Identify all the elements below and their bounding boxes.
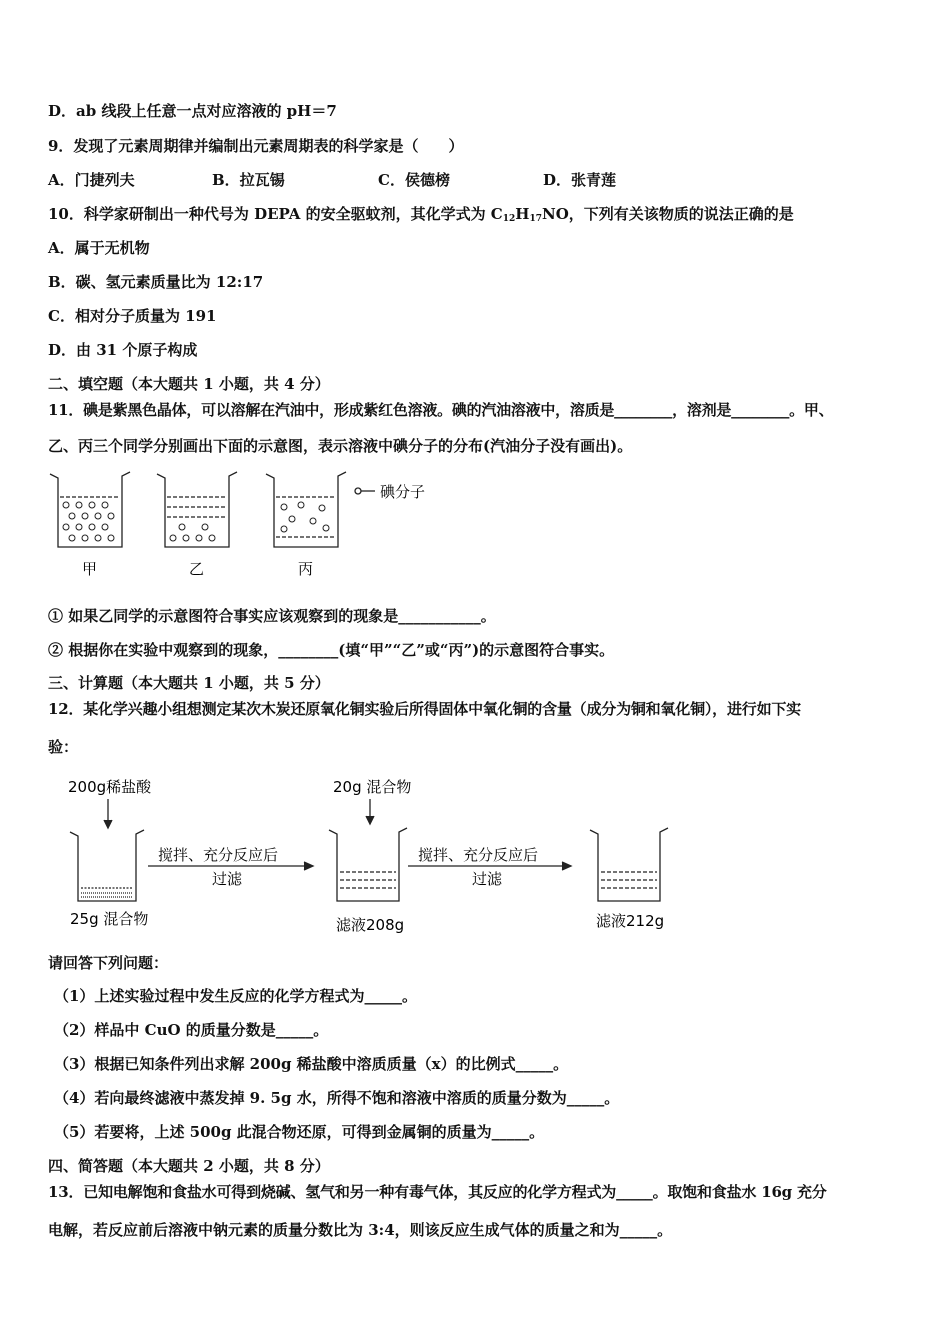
label-filtrate-208g: 滤液208g [336, 916, 405, 934]
label-bing: 丙 [298, 560, 314, 578]
step2-line-a: 搅拌、充分反应后 [418, 846, 539, 864]
q10-option-b: B．碳、氢元素质量比为 12:17 [48, 273, 264, 291]
q11-sub-1: ① 如果乙同学的示意图符合事实应该观察到的现象是___________。 [48, 607, 496, 625]
q12-part-4: （4）若向最终滤液中蒸发掉 9. 5g 水，所得不饱和溶液中溶质的质量分数为_____。 [54, 1089, 620, 1107]
q12-part-5: （5）若要将，上述 500g 此混合物还原，可得到金属铜的质量为_____。 [54, 1123, 545, 1141]
q11-line-2: 乙、丙三个同学分别画出下面的示意图，表示溶液中碘分子的分布(汽油分子没有画出)。 [48, 437, 633, 455]
label-25g-mixture: 25g 混合物 [70, 910, 149, 928]
beaker-2 [329, 828, 407, 901]
section-4-heading: 四、简答题（本大题共 2 小题，共 8 分） [48, 1157, 330, 1175]
beaker-bing [266, 472, 346, 547]
q10-h: H [515, 205, 530, 223]
q9-stem: 9．发现了元素周期律并编制出元素周期表的科学家是（ ） [48, 137, 464, 155]
q11-sub-2: ② 根据你在实验中观察到的现象，________(填“甲”“乙”或“丙”)的示意图符合事实。 [48, 641, 615, 659]
q12-line-2: 验： [48, 738, 79, 756]
q12-part-1: （1）上述实验过程中发生反应的化学方程式为_____。 [54, 987, 417, 1005]
q9-option-a: A．门捷列夫 [48, 171, 135, 189]
step1-line-a: 搅拌、充分反应后 [158, 846, 279, 864]
iodine-molecule-icon [355, 488, 375, 494]
q12-part-3: （3）根据已知条件列出求解 200g 稀盐酸中溶质质量（x）的比例式_____。 [54, 1055, 569, 1073]
beaker-3 [590, 828, 668, 901]
beaker-1 [70, 830, 144, 901]
q12-line-1: 12．某化学兴趣小组想测定某次木炭还原氧化铜实验后所得固体中氧化铜的含量（成分为铜和氧化铜），进行如下实 [48, 700, 801, 718]
legend-iodine-label: 碘分子 [380, 483, 426, 501]
q10-option-d: D．由 31 个原子构成 [48, 341, 198, 359]
label-jia: 甲 [82, 560, 98, 578]
q10-stem-post: NO，下列有关该物质的说法正确的是 [542, 205, 794, 223]
q9-option-c: C．侯德榜 [378, 171, 450, 189]
q9-option-d: D．张青莲 [543, 171, 617, 189]
q13-line-2: 电解，若反应前后溶液中钠元素的质量分数比为 3:4，则该反应生成气体的质量之和为_____。 [48, 1221, 673, 1239]
q9-option-b: B．拉瓦锡 [212, 171, 285, 189]
step1-line-b: 过滤 [212, 870, 243, 888]
label-filtrate-212g: 滤液212g [596, 912, 665, 930]
q10-sub-h: 17 [529, 214, 542, 224]
q13-line-1: 13．已知电解饱和食盐水可得到烧碱、氢气和另一种有毒气体，其反应的化学方程式为_____。取饱和食盐水 16g 充分 [48, 1183, 827, 1201]
label-20g-mixture: 20g 混合物 [333, 778, 412, 796]
q12-ask: 请回答下列问题： [48, 954, 169, 972]
q10-sub-c: 12 [502, 214, 516, 224]
label-yi: 乙 [189, 560, 205, 578]
section-3-heading: 三、计算题（本大题共 1 小题，共 5 分） [48, 674, 330, 692]
beaker-jia [50, 472, 130, 547]
q8-option-d: D．ab 线段上任意一点对应溶液的 pH＝7 [48, 102, 337, 120]
q12-part-2: （2）样品中 CuO 的质量分数是_____。 [54, 1021, 329, 1039]
label-200g-hcl: 200g稀盐酸 [68, 778, 152, 796]
q10-stem [48, 204, 794, 229]
section-2-heading: 二、填空题（本大题共 1 小题，共 4 分） [48, 375, 330, 393]
step2-line-b: 过滤 [472, 870, 503, 888]
beaker-yi [157, 472, 237, 547]
q10-option-c: C．相对分子质量为 191 [48, 307, 217, 325]
q10-stem-pre: 10．科学家研制出一种代号为 DEPA 的安全驱蚊剂，其化学式为 C [48, 205, 503, 223]
q10-option-a: A．属于无机物 [48, 239, 150, 257]
q11-line-1: 11．碘是紫黑色晶体，可以溶解在汽油中，形成紫红色溶液。碘的汽油溶液中，溶质是________，溶剂是________。甲、 [48, 401, 834, 419]
